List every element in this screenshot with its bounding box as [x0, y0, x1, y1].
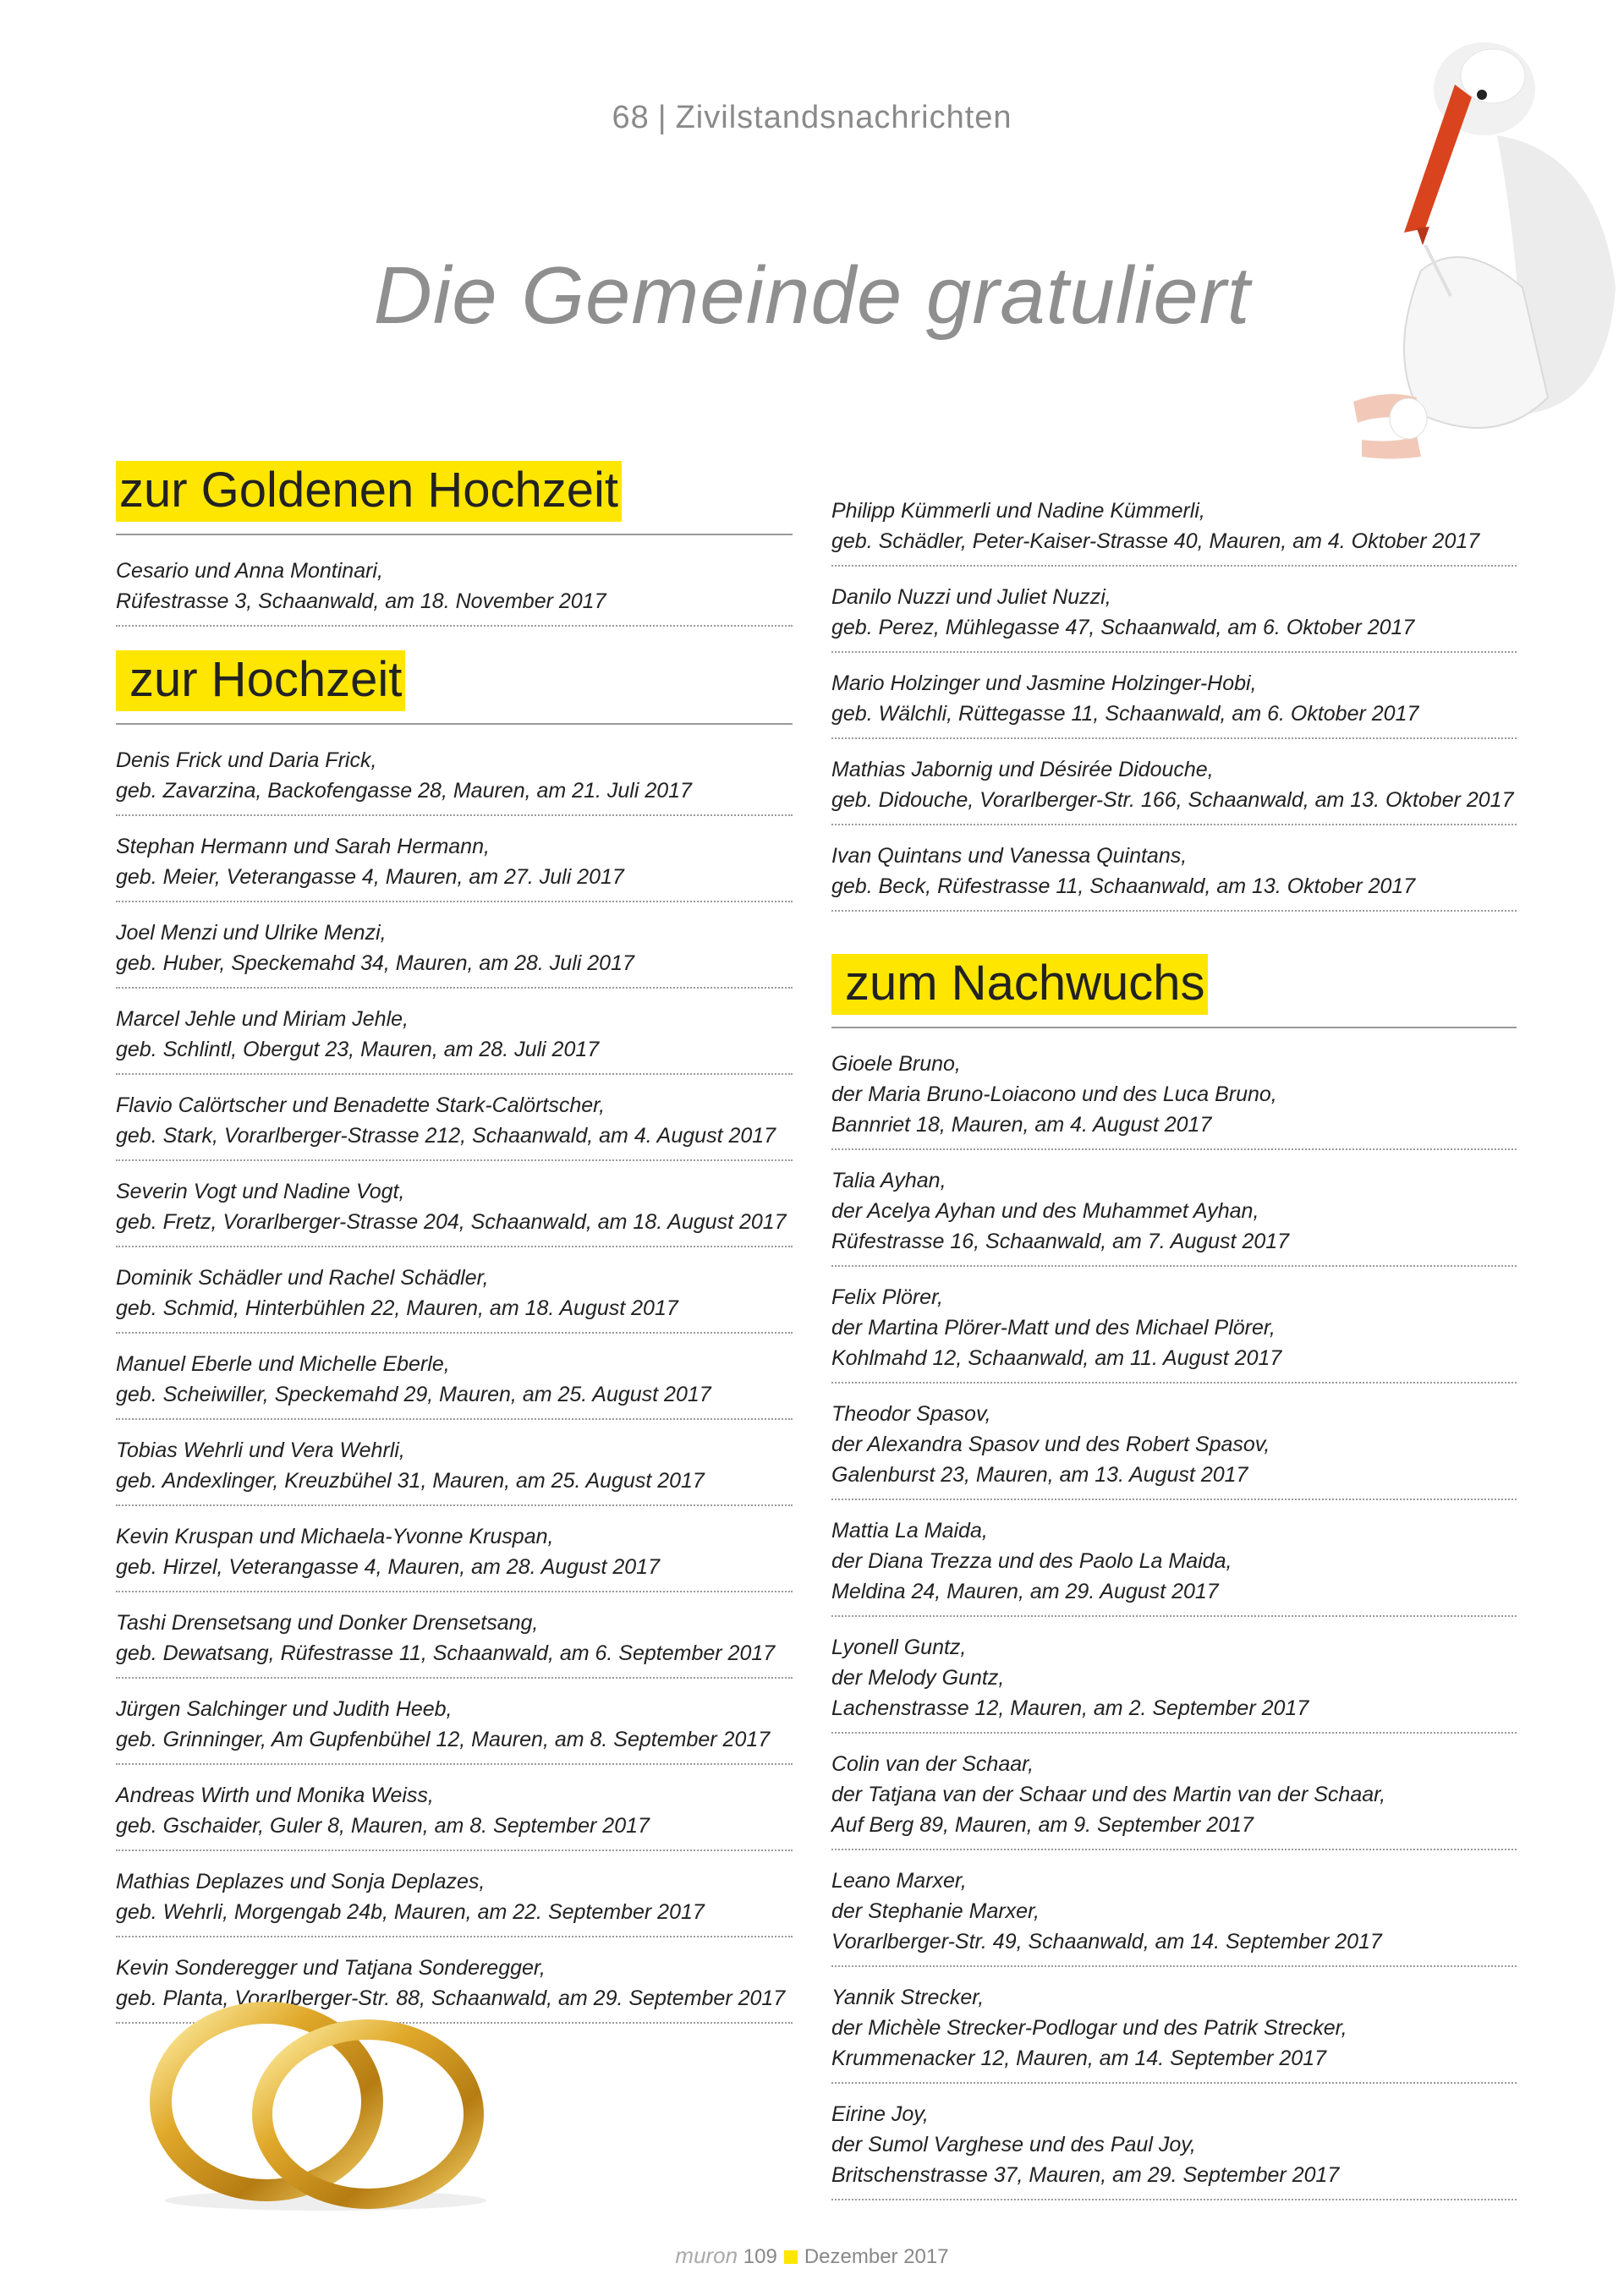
golden-wedding-heading: [116, 461, 793, 535]
golden-wedding-title: zur Goldenen Hochzeit: [116, 461, 622, 522]
list-item: Ivan Quintans und Vanessa Quintans, geb. Beck, Rüfestrasse 11, Schaanwald, am 13. Oktober 2017: [831, 836, 1517, 912]
list-item: Dominik Schädler und Rachel Schädler, geb. Schmid, Hinterbühlen 22, Mauren, am 18. August 2017: [116, 1258, 793, 1334]
list-item: Flavio Calörtscher und Benadette Stark-Calörtscher, geb. Stark, Vorarlberger-Strasse 212, Schaanwald, am 4. August 2017: [116, 1085, 793, 1161]
list-item: Leano Marxer, der Stephanie Marxer, Vorarlberger-Str. 49, Schaanwald, am 14. September 2017: [831, 1860, 1517, 1967]
list-item: Colin van der Schaar, der Tatjana van der Schaar und des Martin van der Schaar, Auf Berg 89, Mauren, am 9. September 2017: [831, 1744, 1517, 1850]
stork-image: [1269, 17, 1624, 490]
list-item: Mattia La Maida, der Diana Trezza und des Paolo La Maida, Meldina 24, Mauren, am 29. August 2017: [831, 1510, 1517, 1617]
list-item: Joel Menzi und Ulrike Menzi, geb. Huber, Speckemahd 34, Mauren, am 28. Juli 2017: [116, 912, 793, 989]
list-item: Eirine Joy, der Sumol Varghese und des Paul Joy, Britschenstrasse 37, Mauren, am 29. September 2017: [831, 2094, 1517, 2200]
wedding-rings-image: [135, 1979, 516, 2216]
list-item: Lyonell Guntz, der Melody Guntz, Lachenstrasse 12, Mauren, am 2. September 2017: [831, 1627, 1517, 1734]
list-item: Kevin Kruspan und Michaela-Yvonne Kruspan, geb. Hirzel, Veterangasse 4, Mauren, am 28. August 2017: [116, 1516, 793, 1592]
list-item: Jürgen Salchinger und Judith Heeb, geb. Grinninger, Am Gupfenbühel 12, Mauren, am 8. September 2017: [116, 1689, 793, 1765]
list-item: Stephan Hermann und Sarah Hermann, geb. Meier, Veterangasse 4, Mauren, am 27. Juli 2017: [116, 826, 793, 902]
magazine-brand: muron: [675, 2243, 738, 2268]
list-item: Gioele Bruno, der Maria Bruno-Loiacono und des Luca Bruno, Bannriet 18, Mauren, am 4. August 2017: [831, 1044, 1517, 1150]
list-item: Cesario und Anna Montinari, Rüfestrasse 3, Schaanwald, am 18. November 2017: [116, 551, 793, 627]
list-item: Talia Ayhan, der Acelya Ayhan und des Muhammet Ayhan, Rüfestrasse 16, Schaanwald, am 7. August 2017: [831, 1160, 1517, 1267]
page-title: Die Gemeinde gratuliert: [373, 250, 1251, 341]
list-item: Denis Frick und Daria Frick, geb. Zavarzina, Backofengasse 28, Mauren, am 21. Juli 2017: [116, 740, 793, 816]
list-item: Yannik Strecker, der Michèle Strecker-Podlogar und des Patrik Strecker, Krummenacker 12, Mauren, am 14. September 2017: [831, 1977, 1517, 2084]
left-column: [116, 461, 793, 2034]
page-footer: [0, 2243, 1624, 2269]
list-item: Mario Holzinger und Jasmine Holzinger-Hobi, geb. Wälchli, Rüttegasse 11, Schaanwald, am 6. Oktober 2017: [831, 663, 1517, 739]
list-item: Tashi Drensetsang und Donker Drensetsang, geb. Dewatsang, Rüfestrasse 11, Schaanwald, am 6. September 2017: [116, 1603, 793, 1679]
list-item: Danilo Nuzzi und Juliet Nuzzi, geb. Perez, Mühlegasse 47, Schaanwald, am 6. Oktober 2017: [831, 577, 1517, 653]
births-heading: [831, 954, 1517, 1028]
list-item: Tobias Wehrli und Vera Wehrli, geb. Andexlinger, Kreuzbühel 31, Mauren, am 25. August 2017: [116, 1430, 793, 1506]
section-name: Zivilstandsnachrichten: [675, 100, 1012, 135]
list-item: Andreas Wirth und Monika Weiss, geb. Gschaider, Guler 8, Mauren, am 8. September 2017: [116, 1775, 793, 1851]
issue-number: 109: [743, 2245, 777, 2268]
list-item: Severin Vogt und Nadine Vogt, geb. Fretz, Vorarlberger-Strasse 204, Schaanwald, am 18. August 2017: [116, 1171, 793, 1247]
page-number: 68: [612, 100, 650, 135]
list-item: Philipp Kümmerli und Nadine Kümmerli, geb. Schädler, Peter-Kaiser-Strasse 40, Mauren, am 4. Oktober 2017: [831, 490, 1517, 567]
right-column: [831, 490, 1517, 2211]
list-item: Theodor Spasov, der Alexandra Spasov und des Robert Spasov, Galenburst 23, Mauren, am 13. August 2017: [831, 1394, 1517, 1500]
issue-date: Dezember 2017: [804, 2245, 949, 2268]
list-item: Mathias Deplazes und Sonja Deplazes, geb. Wehrli, Morgengab 24b, Mauren, am 22. September 2017: [116, 1861, 793, 1937]
header-separator: |: [657, 100, 667, 135]
list-item: Felix Plörer, der Martina Plörer-Matt und des Michael Plörer, Kohlmahd 12, Schaanwald, am 11. August 2017: [831, 1277, 1517, 1384]
wedding-heading: [116, 650, 793, 725]
list-item: Kevin Sonderegger und Tatjana Sonderegger, geb. Planta, Vorarlberger-Str. 88, Schaanwald, am 29. September 2017: [116, 1948, 793, 2024]
list-item: Marcel Jehle und Miriam Jehle, geb. Schlintl, Obergut 23, Mauren, am 28. Juli 2017: [116, 999, 793, 1075]
births-title: zum Nachwuchs: [831, 954, 1208, 1015]
wedding-title: zur Hochzeit: [116, 650, 405, 711]
list-item: Manuel Eberle und Michelle Eberle, geb. Scheiwiller, Speckemahd 29, Mauren, am 25. August 2017: [116, 1344, 793, 1420]
square-icon: [784, 2250, 798, 2264]
list-item: Mathias Jabornig und Désirée Didouche, geb. Didouche, Vorarlberger-Str. 166, Schaanwald, am 13. Oktober 2017: [831, 749, 1517, 825]
